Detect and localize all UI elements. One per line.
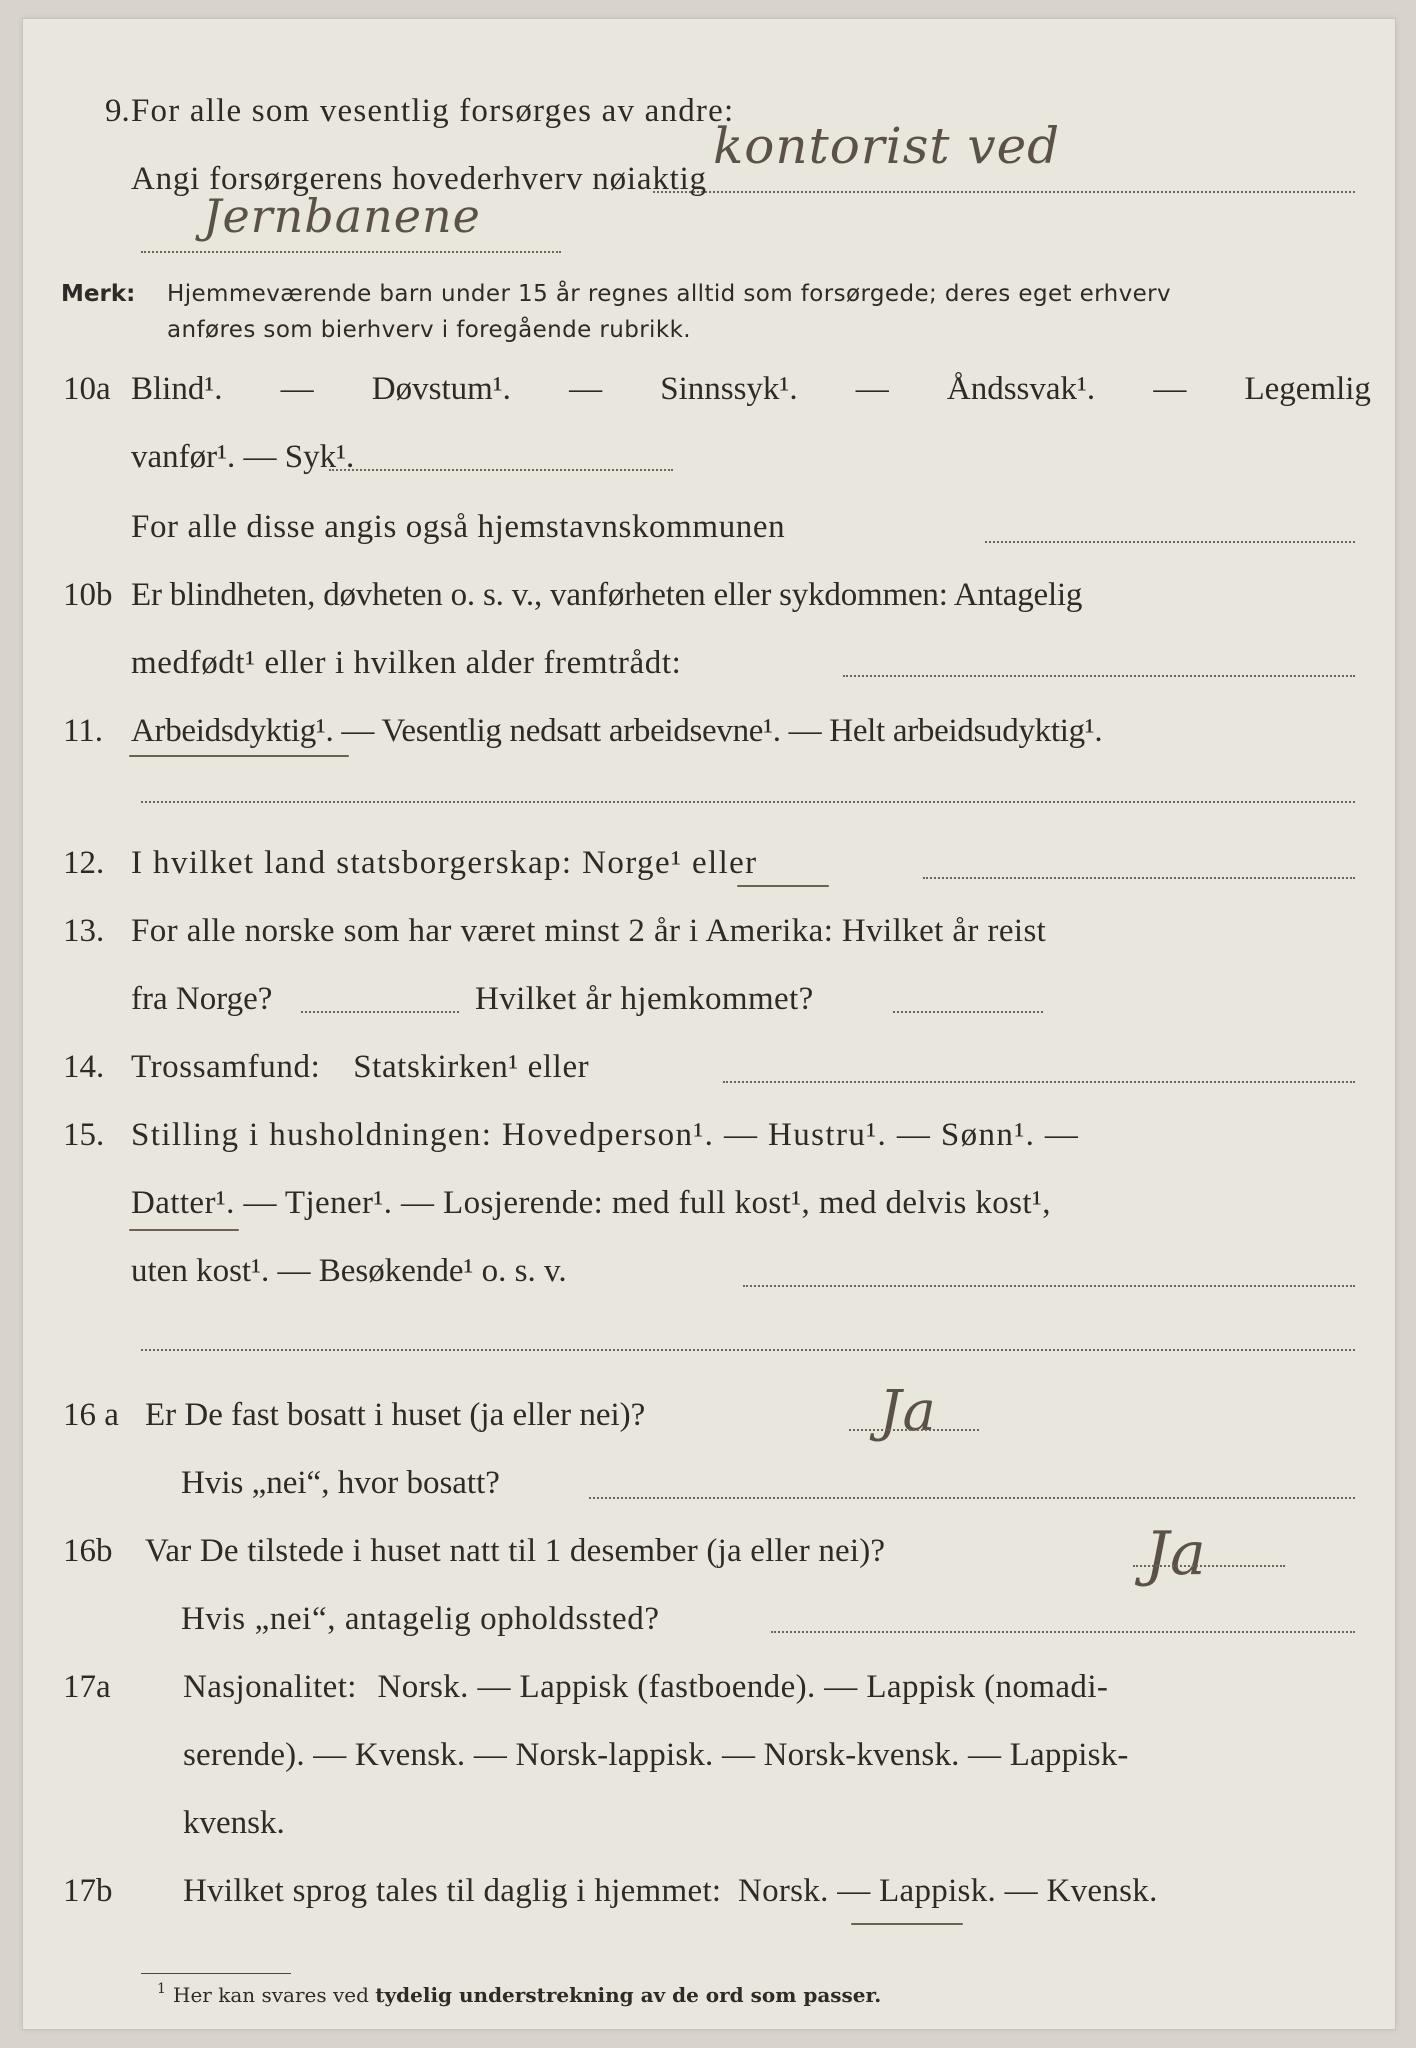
- q16a-line1: Er De fast bosatt i huset (ja eller nei)?: [145, 1397, 646, 1433]
- q12-option-norge: Norge¹: [582, 845, 683, 881]
- q13-line2a: fra Norge?: [131, 981, 273, 1017]
- q14-prefix: Trossamfund:: [131, 1049, 321, 1085]
- q10a-dash3: —: [855, 371, 889, 407]
- q15-dotted-line: [743, 1285, 1355, 1287]
- q9-answer-dotted-line: [653, 191, 1355, 193]
- q10b-line1: Er blindheten, døvheten o. s. v., vanførheten eller sykdommen: Antagelig: [131, 577, 1083, 613]
- q10a-line3: For alle disse angis også hjemstavnskommunen: [131, 509, 786, 545]
- q16a-answer: Ja: [879, 1379, 937, 1444]
- q17a-label: Nasjonalitet:: [183, 1669, 357, 1705]
- q9-line1: For alle som vesentlig forsørges av andre:: [131, 93, 735, 129]
- q10b-dotted-line: [843, 675, 1355, 677]
- q17a-line1: [183, 1669, 1108, 1706]
- q15-dotted-line-2: [141, 1349, 1355, 1351]
- q17a-line2: serende). — Kvensk. — Norsk-lappisk. — Norsk-kvensk. — Lappisk-: [183, 1737, 1129, 1773]
- q13-number: 13.: [63, 913, 105, 949]
- merk-line2: anføres som bierhverv i foregående rubrikk.: [167, 317, 691, 343]
- q16b-line1: Var De tilstede i huset natt til 1 desember (ja eller nei)?: [145, 1533, 886, 1569]
- q10a-line2: vanfør¹. — Syk¹.: [131, 439, 355, 475]
- q10a-number: 10a: [63, 371, 111, 407]
- q9-answer-line2: Jernbanene: [203, 189, 481, 243]
- footnote-bold: tydelig understrekning av de ord som passer.: [375, 1983, 882, 2007]
- q10b-line2: medfødt¹ eller i hvilken alder fremtrådt:: [131, 645, 682, 681]
- q17a-line1-rest: — Lappisk (fastboende). — Lappisk (nomadi-: [477, 1669, 1109, 1705]
- q9-number: 9.: [105, 93, 130, 129]
- q10a-dovstum: Døvstum¹.: [371, 371, 511, 407]
- q17a-number: 17a: [63, 1669, 111, 1705]
- q14-suffix: eller: [527, 1049, 590, 1085]
- q11-rest: — Vesentlig nedsatt arbeidsevne¹. — Helt arbeidsudyktig¹.: [341, 713, 1103, 749]
- q14-number: 14.: [63, 1049, 105, 1085]
- q17b-answer-underline: [851, 1923, 963, 1925]
- census-form-page: [22, 18, 1396, 2030]
- merk-label: Merk:: [61, 281, 136, 307]
- q11-answer-underline: [129, 755, 349, 757]
- q9-line2: Angi forsørgerens hovederhverv nøiaktig: [131, 161, 707, 197]
- q10a-hjemstavn-dotted-line: [985, 541, 1355, 543]
- q11-option-arbeidsdyktig: Arbeidsdyktig¹.: [131, 713, 334, 749]
- q9-answer-dotted-line-2: [141, 251, 561, 253]
- q14-line: [131, 1049, 589, 1086]
- q10b-number: 10b: [63, 577, 113, 613]
- q16b-dotted-line: [1133, 1565, 1285, 1567]
- q10a-legemlig: Legemlig: [1244, 371, 1371, 407]
- q17b-prefix: Hvilket sprog tales til daglig i hjemmet:: [183, 1873, 722, 1909]
- q15-line2: [131, 1185, 1051, 1222]
- q14-dotted-line: [723, 1081, 1355, 1083]
- q16b-number: 16b: [63, 1533, 113, 1569]
- q10a-dash1: —: [280, 371, 314, 407]
- q16b-line2: Hvis „nei“, antagelig opholdssted?: [181, 1601, 660, 1637]
- q17b-suffix: — Lappisk. — Kvensk.: [837, 1873, 1158, 1909]
- footnote-plain: Her kan svares ved: [173, 1983, 369, 2007]
- q17b-number: 17b: [63, 1873, 113, 1909]
- merk-line1: Hjemmeværende barn under 15 år regnes alltid som forsørgede; deres eget erhverv: [167, 281, 1172, 307]
- q15-option-datter: Datter¹.: [131, 1185, 235, 1221]
- q12-line: [131, 845, 758, 882]
- q17b-line: [183, 1873, 1158, 1910]
- q13-line1: For alle norske som har været minst 2 år i Amerika: Hvilket år reist: [131, 913, 1047, 949]
- q17a-line3: kvensk.: [183, 1805, 285, 1841]
- q14-option-statskirken: Statskirken¹: [353, 1049, 519, 1085]
- q12-number: 12.: [63, 845, 105, 881]
- q16b-answer: Ja: [1145, 1519, 1207, 1589]
- footnote-rule: [141, 1973, 291, 1974]
- q10a-line1: [131, 371, 1371, 408]
- q16a-line2: Hvis „nei“, hvor bosatt?: [181, 1465, 500, 1501]
- q12-dotted-line: [923, 877, 1355, 879]
- q10a-blind: Blind¹.: [131, 371, 223, 407]
- q15-answer-underline: [129, 1229, 239, 1231]
- footnote: [157, 1981, 882, 2007]
- q12-suffix: eller: [691, 845, 758, 881]
- q10a-dash4: —: [1153, 371, 1187, 407]
- q17a-option-norsk: Norsk.: [377, 1669, 469, 1705]
- q16a-bosatt-dotted-line: [589, 1497, 1355, 1499]
- q16a-dotted-line: [849, 1429, 979, 1431]
- q11-line: [131, 713, 1102, 750]
- q15-line1: Stilling i husholdningen: Hovedperson¹. — Hustru¹. — Sønn¹. —: [131, 1117, 1080, 1153]
- q12-prefix: I hvilket land statsborgerskap:: [131, 845, 573, 881]
- q13-line2b: Hvilket år hjemkommet?: [475, 981, 814, 1017]
- q15-line3: uten kost¹. — Besøkende¹ o. s. v.: [131, 1253, 567, 1289]
- q15-number: 15.: [63, 1117, 105, 1153]
- q13-hjemkommet-dotted-line: [893, 1011, 1043, 1013]
- q10a-andssvak: Åndssvak¹.: [946, 371, 1096, 407]
- q9-answer-line1: kontorist ved: [713, 117, 1061, 175]
- q15-line2-rest: — Tjener¹. — Losjerende: med full kost¹, med delvis kost¹,: [243, 1185, 1051, 1221]
- q17b-option-norsk: Norsk.: [737, 1873, 829, 1909]
- q11-number: 11.: [63, 713, 104, 749]
- q10a-sinnssyk: Sinnssyk¹.: [660, 371, 798, 407]
- q12-answer-underline: [737, 885, 829, 887]
- q13-reist-dotted-line: [301, 1011, 459, 1013]
- q10a-dash2: —: [569, 371, 603, 407]
- q11-dotted-line: [141, 801, 1355, 803]
- q10a-dotted-line: [329, 469, 673, 471]
- q16b-oppholdssted-dotted-line: [771, 1631, 1355, 1633]
- q16a-number: 16 a: [63, 1397, 119, 1433]
- footnote-mark: 1: [157, 1981, 166, 1997]
